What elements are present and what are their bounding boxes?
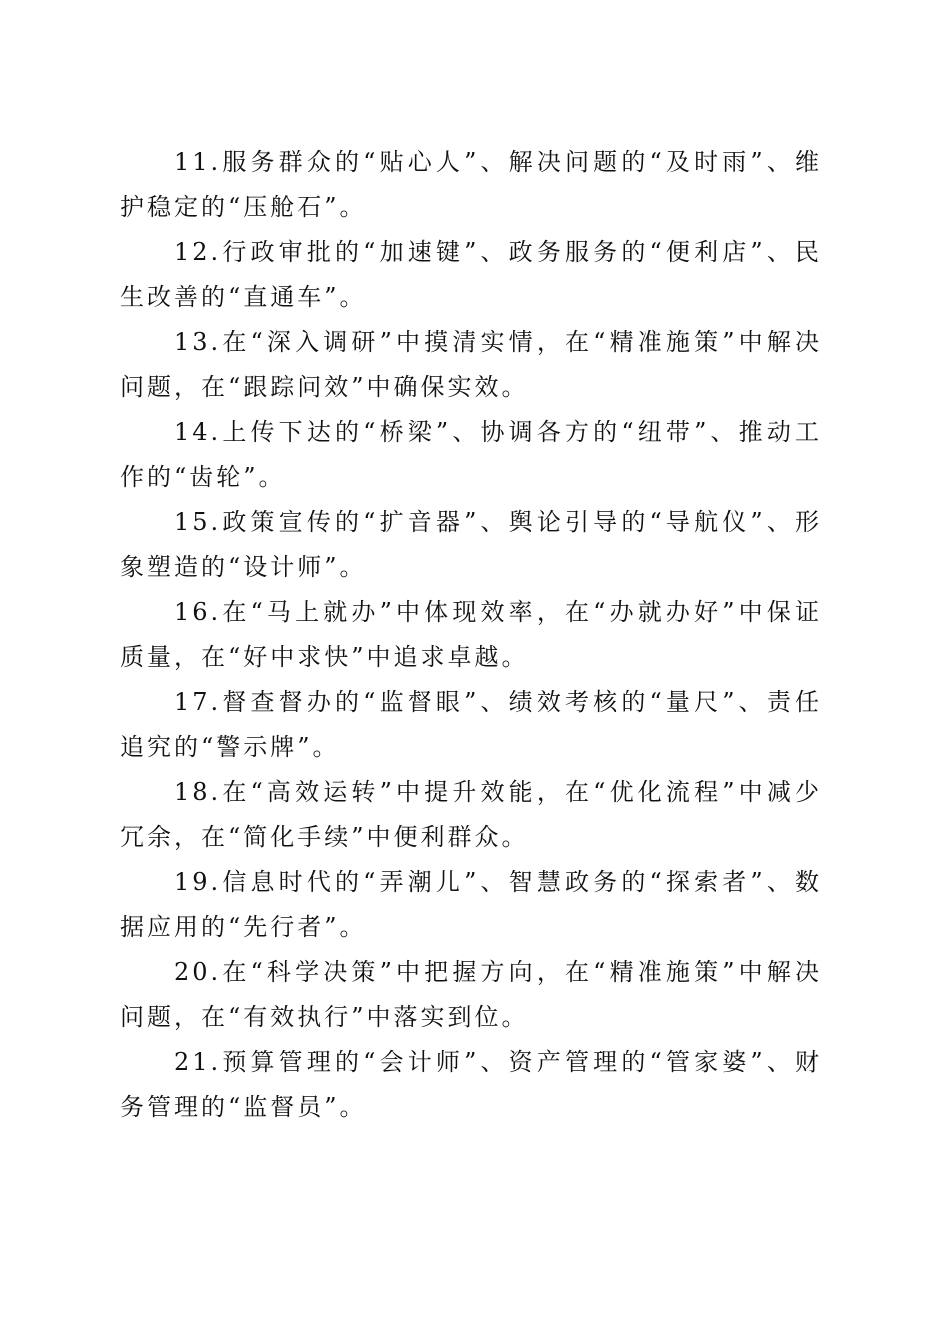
- document-body: [120, 140, 822, 1130]
- paragraph-13: 13.在“深入调研”中摸清实情，在“精准施策”中解决问题，在“跟踪问效”中确保实效。: [120, 328, 822, 401]
- paragraph-14: 14.上传下达的“桥梁”、协调各方的“纽带”、推动工作的“齿轮”。: [120, 418, 822, 491]
- paragraph-20: 20.在“科学决策”中把握方向，在“精准施策”中解决问题，在“有效执行”中落实到位。: [120, 958, 822, 1031]
- paragraph-11: 11.服务群众的“贴心人”、解决问题的“及时雨”、维护稳定的“压舱石”。: [120, 148, 822, 221]
- paragraph-16: 16.在“马上就办”中体现效率，在“办就办好”中保证质量，在“好中求快”中追求卓越。: [120, 598, 822, 671]
- paragraph-12: 12.行政审批的“加速键”、政务服务的“便利店”、民生改善的“直通车”。: [120, 238, 822, 311]
- paragraph-21: 21.预算管理的“会计师”、资产管理的“管家婆”、财务管理的“监督员”。: [120, 1048, 822, 1121]
- paragraph-15: 15.政策宣传的“扩音器”、舆论引导的“导航仪”、形象塑造的“设计师”。: [120, 508, 822, 581]
- paragraph-18: 18.在“高效运转”中提升效能，在“优化流程”中减少冗余，在“简化手续”中便利群众。: [120, 778, 822, 851]
- paragraph-19: 19.信息时代的“弄潮儿”、智慧政务的“探索者”、数据应用的“先行者”。: [120, 868, 822, 941]
- paragraph-17: 17.督查督办的“监督眼”、绩效考核的“量尺”、责任追究的“警示牌”。: [120, 688, 822, 761]
